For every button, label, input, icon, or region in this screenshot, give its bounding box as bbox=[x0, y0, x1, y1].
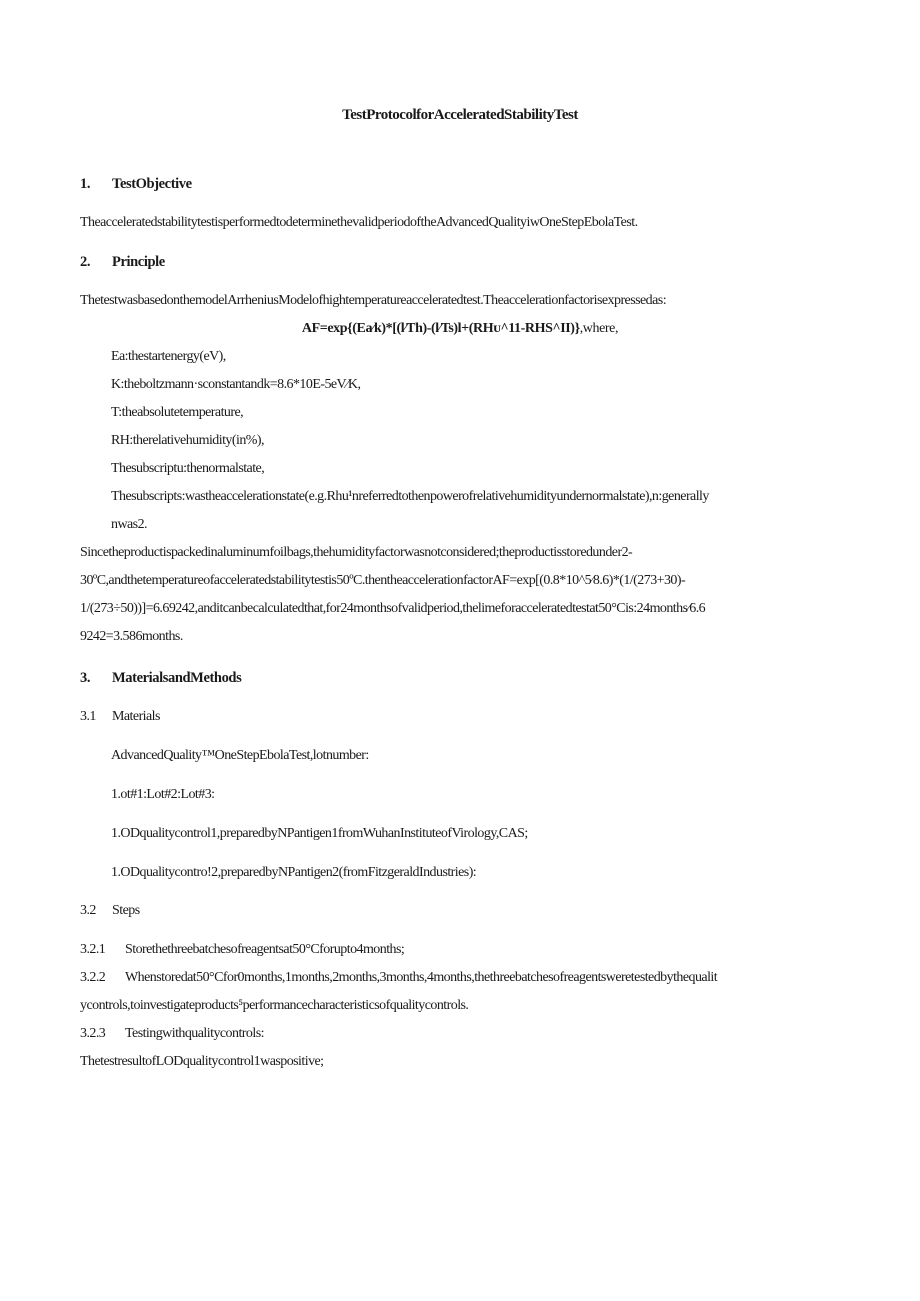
principle-paragraph-line-1: Sincetheproductispackedinaluminumfoilbags,thehumidityfactorwasnotconsidered;theproductisstoredunder2- bbox=[80, 545, 633, 560]
principle-paragraph-line-4: 9242=3.586months. bbox=[80, 629, 183, 644]
principle-intro: ThetestwasbasedonthemodelArrheniusModelofhightemperatureacceleratedtest.Theaccelerationfactorisexpressedas: bbox=[80, 293, 667, 308]
step-3-2-3 bbox=[80, 1024, 264, 1044]
definition-k: K:theboltzmann·sconstantandk=8.6*10E-5eV⁄K, bbox=[111, 377, 361, 392]
definition-rh: RH:therelativehumidity(in%), bbox=[111, 433, 264, 448]
material-item: 1.ot#1:Lot#2:Lot#3: bbox=[111, 787, 215, 802]
formula-tail: ,where, bbox=[579, 321, 619, 336]
subsection-3-2-heading bbox=[80, 901, 140, 921]
principle-paragraph-line-3: 1/(273÷50))]=6.69242,anditcanbecalculatedthat,for24monthsofvalidperiod,thelimeforacceleratedtestat50°Cis:24months⁄6.6 bbox=[80, 601, 706, 616]
document-title: TestProtocolforAcceleratedStabilityTest bbox=[342, 107, 578, 123]
subsection-3-2-number: 3.2 bbox=[80, 903, 96, 918]
step-3-2-2-number: 3.2.2 bbox=[80, 970, 106, 985]
definition-t: T:theabsolutetemperature, bbox=[111, 405, 244, 420]
section-1-text: TheacceleratedstabilitytestisperformedtodeterminethevalidperiodoftheAdvancedQualityiwOneStepEbolaTest. bbox=[80, 215, 638, 230]
subsection-3-2-title: Steps bbox=[112, 903, 140, 918]
material-item: AdvancedQuality™OneStepEbolaTest,lotnumber: bbox=[111, 748, 369, 763]
step-3-2-1 bbox=[80, 940, 404, 960]
definition-ea: Ea:thestartenergy(eV), bbox=[111, 349, 226, 364]
definition-n-value: nwas2. bbox=[111, 517, 147, 532]
test-result-line: ThetestresultofLODqualitycontrol1waspositive; bbox=[80, 1054, 324, 1069]
material-item: 1.ODqualitycontrol1,preparedbyNPantigen1fromWuhanInstituteofVirology,CAS; bbox=[111, 826, 528, 841]
section-1-title: TestObjective bbox=[112, 176, 192, 192]
formula-expression: AF=exp{(Ea⁄k)*[(l⁄Th)-(l⁄Ts)l+(RHᴜ^11-RHS^II)} bbox=[301, 321, 580, 336]
section-2-title: Principle bbox=[112, 254, 165, 270]
step-3-2-1-number: 3.2.1 bbox=[80, 942, 106, 957]
section-2-heading bbox=[80, 252, 165, 272]
step-3-2-3-text: Testingwithqualitycontrols: bbox=[125, 1026, 264, 1041]
section-1-number: 1. bbox=[80, 176, 91, 192]
section-1-heading bbox=[80, 174, 192, 194]
step-3-2-1-text: Storethethreebatchesofreagentsat50°Cforupto4months; bbox=[125, 942, 405, 957]
step-3-2-2-text: Whenstoredat50°Cfor0months,1months,2months,3months,4months,thethreebatchesofreagentsweretestedbythequalit bbox=[125, 970, 718, 985]
section-3-heading bbox=[80, 668, 241, 688]
acceleration-formula bbox=[0, 319, 920, 339]
section-3-number: 3. bbox=[80, 670, 91, 686]
step-3-2-3-number: 3.2.3 bbox=[80, 1026, 106, 1041]
principle-paragraph-line-2: 30ºC,andthetemperatureofacceleratedstabilitytestis50ºC.thentheaccelerationfactorAF=exp[(0.8*10^5⁄8.6)*(1/(273+30)- bbox=[80, 573, 686, 588]
material-item: 1.ODqualitycontro!2,preparedbyNPantigen2(fromFitzgeraldIndustries): bbox=[111, 865, 477, 880]
definition-subscript-u: Thesubscriptu:thenormalstate, bbox=[111, 461, 265, 476]
subsection-3-1-heading bbox=[80, 707, 160, 727]
section-3-title: MaterialsandMethods bbox=[112, 670, 242, 686]
step-3-2-2 bbox=[80, 968, 717, 988]
subsection-3-1-number: 3.1 bbox=[80, 709, 96, 724]
section-2-number: 2. bbox=[80, 254, 91, 270]
definition-subscript-s: Thesubscripts:wastheaccelerationstate(e.g.Rhu¹nreferredtothenpowerofrelativehumidityundernormalstate),n:generally bbox=[111, 489, 709, 504]
subsection-3-1-title: Materials bbox=[112, 709, 160, 724]
step-3-2-2-continued: ycontrols,toinvestigateproducts⁵performancecharacteristicsofqualitycontrols. bbox=[80, 998, 469, 1013]
